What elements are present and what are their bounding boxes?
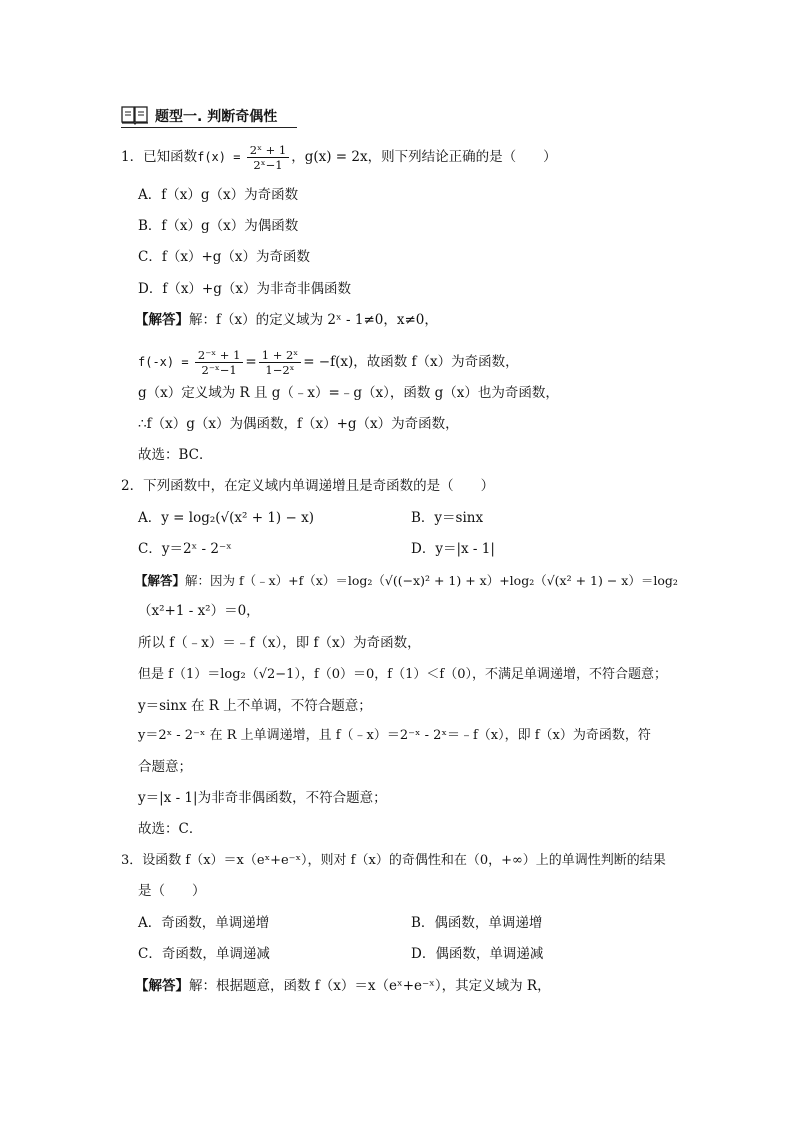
q1-answer-line-2: f(-x) = $\frac{\text{2⁻ˣ + 1}}{\text{2⁻ˣ−1}}$ = $\frac{\text{1 + 2ˣ}}{\text{1−2ˣ}}$ = −f(x)，故函数 f（x）为奇函数， [138, 348, 519, 377]
q3-stem-line-1: 3．设函数 f（x）＝x（eˣ+e⁻ˣ），则对 f（x）的奇偶性和在（0，+∞）上的单调性判断的结果 [121, 853, 666, 868]
q1-option-d: D．f（x）+g（x）为非奇非偶函数 [138, 281, 352, 297]
q3-option-d: D．偶函数，单调递减 [411, 946, 544, 962]
q2-answer-line-2: （x²+1 - x²）＝0， [138, 603, 260, 619]
q1-ans-fraction-1: $\frac{\text{2⁻ˣ + 1}}{\text{2⁻ˣ−1}}$ [195, 348, 244, 377]
q3-answer-line-1: 【解答】解：根据题意，函数 f（x）＝x（eˣ+e⁻ˣ），其定义域为 R， [135, 978, 551, 994]
q1-stem: 1．已知函数f(x) = $\frac{\text{2ˣ + 1}}{\text{2ˣ−1}}$ ，g(x) = 2x，则下列结论正确的是（ ） [121, 143, 557, 172]
q1-answer-line-5: 故选：BC． [138, 447, 213, 463]
q2-option-a: A．y = log₂(√(x² + 1) − x) [138, 510, 314, 526]
book-icon [121, 105, 149, 125]
q1-ans-fraction-2: $\frac{\text{1 + 2ˣ}}{\text{1−2ˣ}}$ [259, 348, 301, 377]
q1-option-c: C．f（x）+g（x）为奇函数 [138, 249, 311, 265]
q1-answer-line-3: g（x）定义域为 R 且 g（﹣x）=﹣g（x），函数 g（x）也为奇函数， [138, 385, 559, 401]
q3-option-b: B．偶函数，单调递增 [411, 915, 543, 931]
q2-answer-line-3: 所以 f（﹣x）＝﹣f（x），即 f（x）为奇函数， [138, 635, 421, 651]
answer-tag: 【解答】 [135, 312, 189, 328]
q2-answer-line-6: y＝2ˣ - 2⁻ˣ 在 R 上单调递增，且 f（﹣x）＝2⁻ˣ - 2ˣ＝﹣f（x），即 f（x）为奇函数，符 [138, 728, 651, 743]
section-header [121, 103, 297, 128]
section-title: 题型一. 判断奇偶性 [155, 109, 278, 125]
q2-answer-line-5: y＝sinx 在 R 上不单调，不符合题意； [138, 698, 372, 714]
q3-option-c: C．奇函数，单调递减 [138, 946, 270, 962]
q1-fraction: $\frac{\text{2ˣ + 1}}{\text{2ˣ−1}}$ [247, 143, 289, 172]
q1-option-b: B．f（x）g（x）为偶函数 [138, 218, 299, 234]
q2-answer-line-7: 合题意； [138, 759, 192, 775]
q3-option-a: A．奇函数，单调递增 [138, 915, 270, 931]
answer-tag: 【解答】 [135, 978, 189, 994]
q2-answer-line-4: 但是 f（1）＝log₂（√2−1），f（0）＝0，f（1）＜f（0），不满足单调递增，不符合题意； [138, 667, 667, 682]
answer-tag: 【解答】 [135, 573, 186, 588]
q2-option-b: B．y＝sinx [411, 510, 484, 526]
q2-option-c: C．y＝2ˣ - 2⁻ˣ [138, 541, 232, 557]
q3-stem-line-2: 是（ ） [138, 883, 206, 899]
q2-answer-line-8: y＝|x - 1|为非奇非偶函数，不符合题意； [138, 790, 387, 806]
q1-answer-line-4: ∴f（x）g（x）为偶函数，f（x）+g（x）为奇函数， [138, 416, 459, 432]
q1-answer-line-1: 【解答】解：f（x）的定义域为 2ˣ - 1≠0，x≠0， [135, 312, 438, 328]
q2-stem: 2．下列函数中，在定义域内单调递增且是奇函数的是（ ） [121, 478, 495, 494]
q2-option-d: D．y＝|x - 1| [411, 541, 495, 557]
q1-option-a: A．f（x）g（x）为奇函数 [138, 187, 299, 203]
q2-answer-line-9: 故选：C． [138, 821, 203, 837]
q2-answer-line-1: 【解答】解：因为 f（﹣x）+f（x）＝log₂（√((−x)² + 1) + x）+log₂（√(x² + 1) − x）＝log₂ [135, 573, 678, 588]
